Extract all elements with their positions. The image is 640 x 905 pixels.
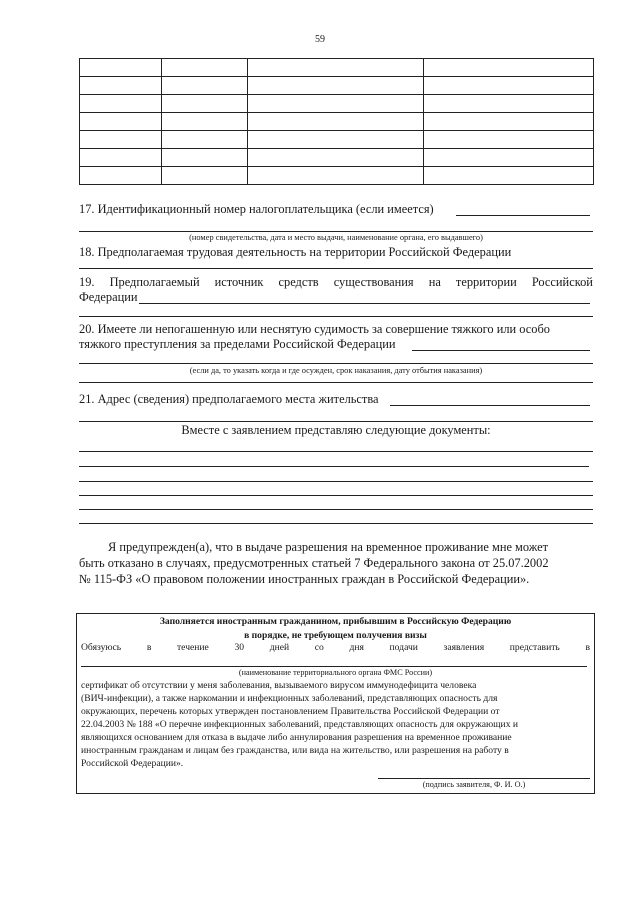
table-row — [80, 131, 594, 149]
box-oblige-word: Обязуюсь — [81, 642, 122, 653]
box-oblige-word: дней — [269, 642, 290, 653]
documents-line-6[interactable] — [79, 523, 593, 524]
table-cell[interactable] — [424, 149, 594, 167]
table-cell[interactable] — [424, 77, 594, 95]
field-19-word: 19. — [79, 275, 95, 289]
field-17-note: (номер свидетельства, дата и место выдачи, наименование органа, его выдавшего) — [189, 233, 483, 242]
field-19-word: на — [428, 275, 441, 289]
table-cell[interactable] — [248, 95, 424, 113]
field-21-input-line[interactable] — [79, 421, 593, 422]
table-row — [80, 95, 594, 113]
documents-line-2[interactable] — [79, 466, 589, 467]
table-cell[interactable] — [248, 131, 424, 149]
table-cell[interactable] — [162, 95, 248, 113]
field-19-word: источник — [214, 275, 264, 289]
table-cell[interactable] — [424, 59, 594, 77]
table-cell[interactable] — [424, 95, 594, 113]
field-19-line2: Федерации — [79, 290, 138, 304]
box-organ-input-line[interactable] — [81, 666, 587, 667]
table-cell[interactable] — [162, 113, 248, 131]
field-20-input-line-2[interactable] — [79, 382, 593, 383]
field-19-word: средств — [278, 275, 319, 289]
box-organ-note: (наименование территориального органа ФМС России) — [238, 668, 433, 677]
documents-line-4[interactable] — [79, 495, 593, 496]
box-oblige-word: подачи — [389, 642, 418, 653]
page-number: 59 — [315, 34, 325, 45]
table-cell[interactable] — [80, 95, 162, 113]
table-cell[interactable] — [80, 113, 162, 131]
field-21-label: 21. Адрес (сведения) предполагаемого места жительства — [79, 392, 379, 406]
table-cell[interactable] — [248, 59, 424, 77]
box-body-line-4: 22.04.2003 № 188 «О перечне инфекционных заболеваний, представляющих опасность для окружающих и — [81, 719, 519, 730]
field-19-inline-input[interactable] — [139, 303, 590, 304]
field-20-line2: тяжкого преступления за пределами Российской Федерации — [79, 337, 396, 351]
table-cell[interactable] — [248, 167, 424, 185]
box-oblige-word: 30 — [234, 642, 245, 653]
field-21-inline-input[interactable] — [390, 405, 590, 406]
field-17-input-line[interactable] — [79, 231, 593, 232]
box-oblige-word: представить — [509, 642, 560, 653]
box-body-line-6: иностранным гражданам и лицам без гражданства, или вида на жительство, или разрешения на работу в — [81, 745, 509, 756]
box-oblige-word: течение — [176, 642, 209, 653]
field-19-word: Российской — [531, 275, 593, 289]
table-row — [80, 77, 594, 95]
documents-heading: Вместе с заявлением представляю следующие документы: — [181, 423, 491, 437]
table-cell[interactable] — [248, 113, 424, 131]
box-body-line-2: (ВИЧ-инфекции), а также наркомании и инфекционных заболеваний, представляющих опасность для — [81, 693, 498, 704]
box-body-line-1: сертификат об отсутствии у меня заболевания, вызываемого вирусом иммунодефицита человека — [81, 680, 477, 691]
field-19-word: существования — [333, 275, 414, 289]
table-cell[interactable] — [424, 167, 594, 185]
warning-line-2: быть отказано в случаях, предусмотренных статьей 7 Федерального закона от 25.07.2002 — [79, 556, 549, 570]
table-cell[interactable] — [162, 131, 248, 149]
box-oblige-line — [81, 642, 590, 653]
field-19-word: территории — [455, 275, 517, 289]
table-cell[interactable] — [80, 167, 162, 185]
table-cell[interactable] — [424, 113, 594, 131]
table-cell[interactable] — [162, 59, 248, 77]
field-19-input-line[interactable] — [79, 316, 593, 317]
field-17-inline-input[interactable] — [456, 215, 590, 216]
table-cell[interactable] — [80, 77, 162, 95]
table-cell[interactable] — [162, 149, 248, 167]
table-cell[interactable] — [248, 77, 424, 95]
table-row — [80, 149, 594, 167]
box-oblige-word: дня — [349, 642, 364, 653]
field-19-word: Предполагаемый — [109, 275, 200, 289]
box-body-line-7: Российской Федерации». — [81, 758, 184, 769]
table-cell[interactable] — [80, 149, 162, 167]
table-row — [80, 59, 594, 77]
box-body-line-5: являющихся основанием для отказа в выдаче либо аннулирования разрешения на временное проживание — [81, 732, 512, 743]
documents-line-3[interactable] — [79, 481, 593, 482]
box-body-line-3: окружающих, перечень которых утвержден постановлением Правительства Российской Федерации от — [81, 706, 500, 717]
table-cell[interactable] — [80, 131, 162, 149]
table-row — [80, 113, 594, 131]
documents-line-1[interactable] — [79, 451, 593, 452]
warning-line-3: № 115-ФЗ «О правовом положении иностранных граждан в Российской Федерации». — [79, 572, 530, 586]
field-20-note: (если да, то указать когда и где осужден, срок наказания, дату отбытия наказания) — [189, 366, 483, 375]
table-cell[interactable] — [162, 167, 248, 185]
box-oblige-word: в — [146, 642, 152, 653]
field-18-label: 18. Предполагаемая трудовая деятельность на территории Российской Федерации — [79, 245, 512, 259]
warning-line-1: Я предупрежден(а), что в выдаче разрешения на временное проживание мне может — [108, 540, 549, 554]
table-cell[interactable] — [80, 59, 162, 77]
box-oblige-word: заявления — [443, 642, 485, 653]
box-oblige-word: со — [314, 642, 324, 653]
documents-line-5[interactable] — [79, 509, 593, 510]
table-cell[interactable] — [162, 77, 248, 95]
box-oblige-word: в — [585, 642, 590, 653]
data-table — [79, 58, 594, 185]
box-heading-2: в порядке, не требующем получения визы — [244, 630, 427, 641]
signature-input-line[interactable] — [378, 778, 590, 779]
table-row — [80, 167, 594, 185]
field-20-inline-input[interactable] — [412, 350, 590, 351]
field-19-line1 — [79, 275, 593, 290]
field-20-line1: 20. Имеете ли непогашенную или неснятую судимость за совершение тяжкого или особо — [79, 322, 550, 336]
table-cell[interactable] — [248, 149, 424, 167]
box-heading-1: Заполняется иностранным гражданином, прибывшим в Российскую Федерацию — [159, 616, 512, 627]
signature-note: (подпись заявителя, Ф. И. О.) — [422, 780, 526, 789]
table-cell[interactable] — [424, 131, 594, 149]
field-17-label: 17. Идентификационный номер налогоплательщика (если имеется) — [79, 202, 434, 216]
field-18-input-line[interactable] — [79, 268, 593, 269]
field-20-input-line[interactable] — [79, 363, 593, 364]
